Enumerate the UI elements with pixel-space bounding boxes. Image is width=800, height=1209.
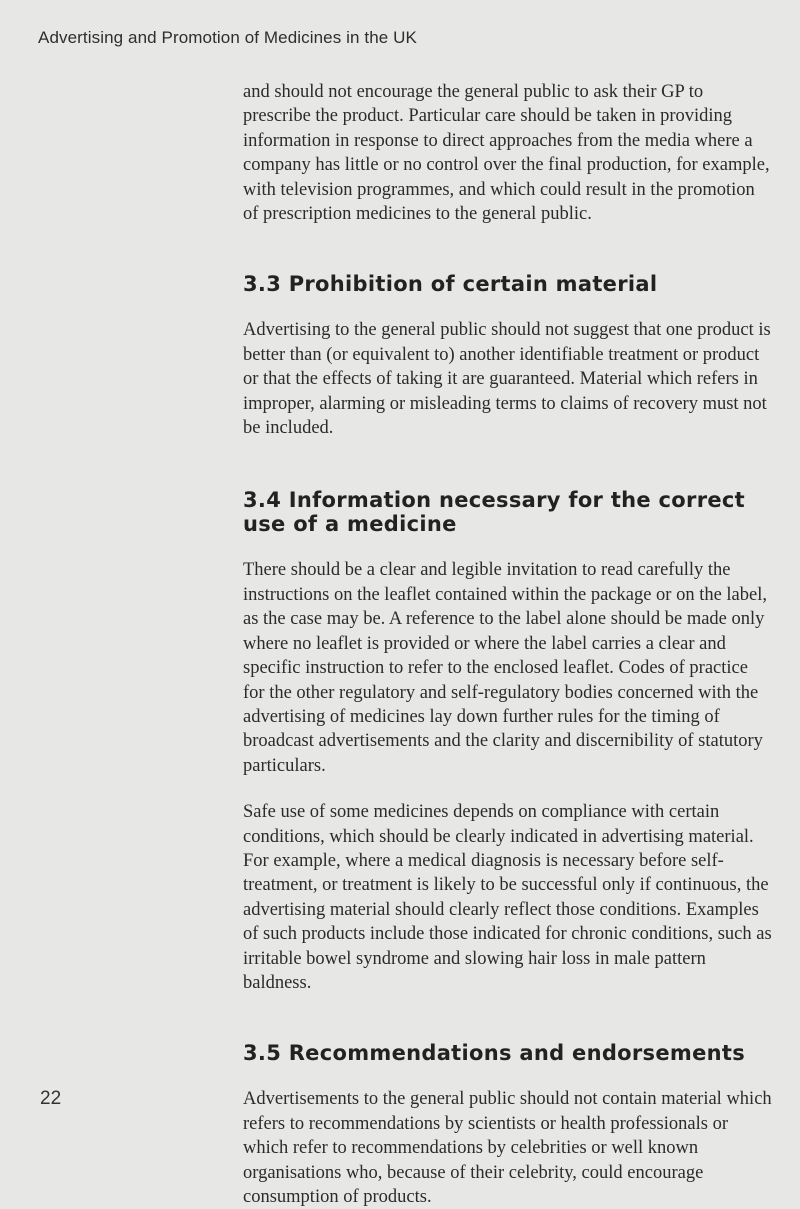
section-heading-3-4: 3.4 Information necessary for the correct use of a medicine (243, 488, 745, 537)
section-3-4-paragraph-1: There should be a clear and legible invitation to read carefully the instructions on the leaflet contained within the package or on the label, as the case may be. A reference to the label alone should be made only where no leaflet is provided or where the label carries a clear and specific instruction to refer to the enclosed leaflet. Codes of practice for the other regulatory and self-regulatory bodies concerned with the advertising of medicines lay down further rules for the timing of broadcast advertisements and the clarity and discernibility of statutory particulars. (243, 560, 767, 776)
section-heading-3-5: 3.5 Recommendations and endorsements (243, 1041, 746, 1066)
section-heading-3-3: 3.3 Prohibition of certain material (243, 272, 658, 297)
intro-paragraph: and should not encourage the general public to ask their GP to prescribe the product. Particular care should be taken in providing information in response to direct approaches from the media where a company has little or no control over the final production, for example, with television programmes, and which could result in the promotion of prescription medicines to the general public. (243, 82, 770, 225)
section-3-4-paragraph-2: Safe use of some medicines depends on compliance with certain conditions, which should be clearly indicated in advertising material. For example, where a medical diagnosis is necessary before self-treatment, or treatment is likely to be successful only if continuous, the advertising material should clearly reflect those conditions. Examples of such products include those indicated for chronic conditions, such as irritable bowel syndrome and slowing hair loss in male pattern baldness. (243, 802, 772, 993)
page-body (243, 80, 773, 1209)
page-number: 22 (40, 1088, 62, 1109)
running-header: Advertising and Promotion of Medicines in the UK (38, 28, 417, 47)
section-3-3-paragraph: Advertising to the general public should not suggest that one product is better than (or equivalent to) another identifiable treatment or product or that the effects of taking it are guaranteed. Material which refers in improper, alarming or misleading terms to claims of recovery must not be included. (243, 320, 771, 439)
section-3-5-paragraph: Advertisements to the general public should not contain material which refers to recommendations by scientists or health professionals or which refer to recommendations by celebrities or well known organisations who, because of their celebrity, could encourage consumption of products. (243, 1089, 772, 1207)
